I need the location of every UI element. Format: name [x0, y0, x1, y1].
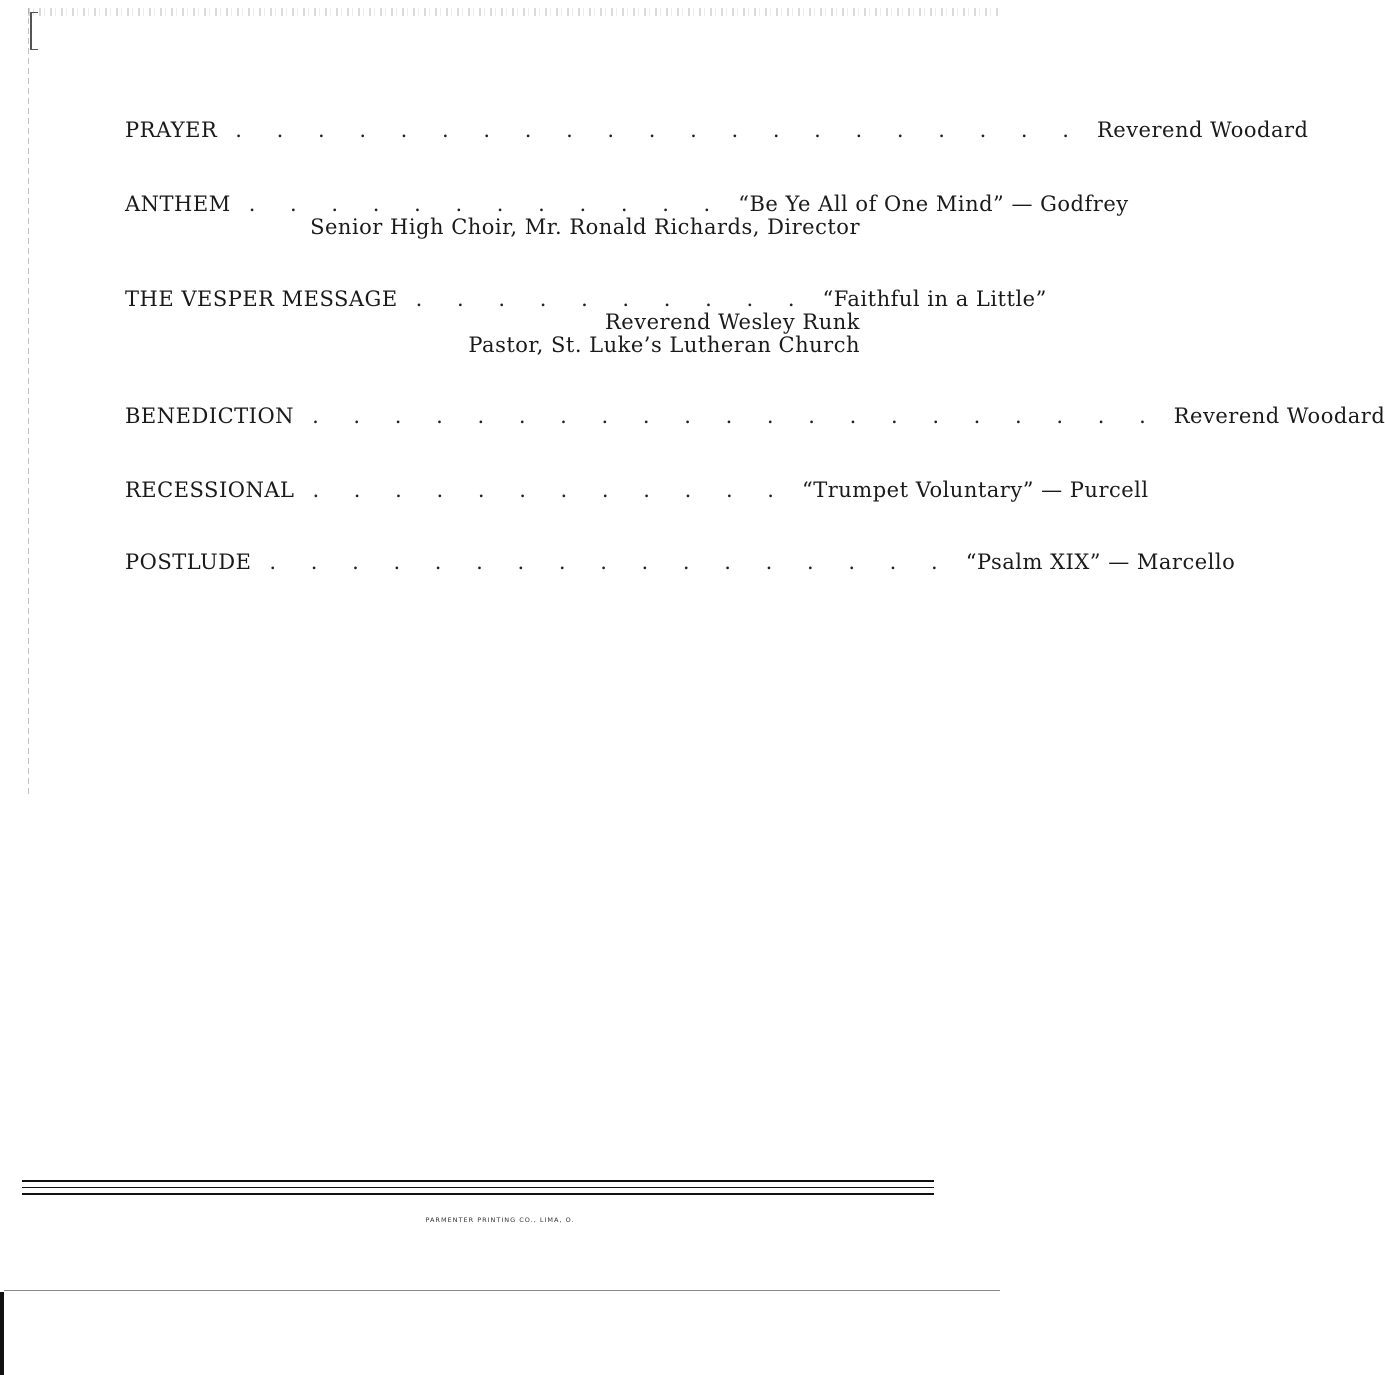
item-label: BENEDICTION: [125, 404, 295, 428]
scan-artifact-top: [28, 8, 1000, 16]
dot-leader: . . . . . . . . . .: [415, 287, 809, 311]
footer-rules: [22, 1180, 934, 1200]
item-detail: “Psalm XIX” — Marcello: [965, 550, 1236, 574]
page-edge-bar: [0, 1292, 4, 1375]
footer-rule: [22, 1187, 934, 1188]
program-item-postlude: [125, 550, 1236, 574]
page-edge-line: [4, 1290, 1000, 1291]
item-label: ANTHEM: [125, 192, 231, 216]
dot-leader: . . . . . . . . . . . . . . . . .: [269, 550, 952, 574]
program-item-anthem: [125, 192, 1129, 239]
dot-leader: . . . . . . . . . . . . . . . . . . . . .: [235, 118, 1083, 142]
scan-bracket-mark: [30, 12, 38, 50]
item-subline: Senior High Choir, Mr. Ronald Richards, Director: [310, 215, 860, 239]
program-item-prayer: [125, 118, 1309, 142]
item-label: PRAYER: [125, 118, 218, 142]
dot-leader: . . . . . . . . . . . .: [248, 192, 725, 216]
footer-rule: [22, 1180, 934, 1182]
item-label: POSTLUDE: [125, 550, 252, 574]
program-item-vesper-message: [125, 287, 1047, 357]
program-item-recessional: [125, 478, 1149, 502]
footer-rule: [22, 1193, 934, 1195]
printer-credit: PARMENTER PRINTING CO., LIMA, O.: [425, 1216, 575, 1224]
dot-leader: . . . . . . . . . . . . . . . . . . . . .: [312, 404, 1160, 428]
item-label: RECESSIONAL: [125, 478, 295, 502]
item-detail: “Trumpet Voluntary” — Purcell: [802, 478, 1149, 502]
item-detail: “Faithful in a Little”: [822, 287, 1047, 311]
item-detail: Reverend Woodard: [1096, 118, 1309, 142]
item-label: THE VESPER MESSAGE: [125, 287, 398, 311]
item-subline: Reverend Wesley Runk: [605, 310, 860, 334]
item-detail: “Be Ye All of One Mind” — Godfrey: [738, 192, 1129, 216]
program-item-benediction: [125, 404, 1385, 428]
scan-artifact-left: [28, 8, 29, 798]
dot-leader: . . . . . . . . . . . .: [312, 478, 788, 502]
item-detail: Reverend Woodard: [1173, 404, 1385, 428]
item-subline: Pastor, St. Luke’s Lutheran Church: [468, 333, 860, 357]
